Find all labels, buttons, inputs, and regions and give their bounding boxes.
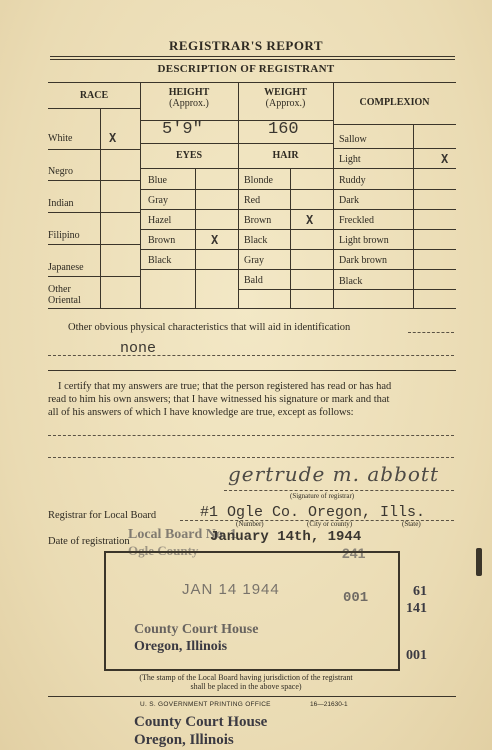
- race-negro: Negro: [48, 166, 73, 177]
- hair-bald: Bald: [244, 275, 263, 286]
- stamp-overlay-county: Ogle County: [128, 543, 199, 558]
- complexion-ruddy: Ruddy: [339, 175, 366, 186]
- eyes-hazel: Hazel: [148, 215, 172, 226]
- weight-value: 160: [268, 120, 299, 139]
- hair-blonde: Blonde: [244, 175, 273, 186]
- certification-line-1: I certify that my answers are true; that the person registered has read or has had: [58, 381, 392, 392]
- stamp-code: 001: [343, 590, 369, 606]
- table-border: [238, 289, 333, 290]
- eyes-blue: Blue: [148, 175, 167, 186]
- race-indian: Indian: [48, 198, 74, 209]
- hair-black: Black: [244, 235, 268, 246]
- race-header: RACE: [79, 90, 109, 101]
- stamp-instructions-2: shall be placed in the above space): [190, 682, 302, 691]
- stamp-date: JAN 14 1944: [182, 581, 280, 598]
- eyes-mark: X: [211, 233, 219, 247]
- table-border: [333, 209, 456, 210]
- table-border: [140, 168, 333, 169]
- caption-city: (City or county): [307, 520, 353, 528]
- complexion-header: COMPLEXION: [359, 97, 430, 108]
- section-title: DESCRIPTION OF REGISTRANT: [157, 63, 335, 75]
- race-filipino: Filipino: [48, 230, 80, 241]
- hair-header: HAIR: [272, 150, 299, 161]
- registrar-signature: gertrude m. abbott: [228, 462, 439, 486]
- right-number-3: 001: [406, 648, 427, 663]
- divider: [48, 370, 456, 371]
- eyes-black: Black: [148, 255, 172, 266]
- table-border: [48, 149, 140, 150]
- hair-red: Red: [244, 195, 261, 206]
- other-characteristics-label: Other obvious physical characteristics that will aid in identification: [68, 322, 351, 333]
- table-border: [140, 189, 333, 190]
- table-border: [333, 269, 456, 270]
- other-characteristics-value: none: [120, 340, 157, 357]
- table-border: [140, 269, 333, 270]
- height-value: 5'9": [162, 120, 203, 139]
- stamp-instructions-1: (The stamp of the Local Board having jurisdiction of the registrant: [139, 673, 353, 682]
- complexion-freckled: Freckled: [339, 215, 374, 226]
- table-border: [140, 249, 333, 250]
- height-header: HEIGHT: [168, 87, 210, 98]
- edge-mark: [476, 548, 482, 576]
- eyes-header: EYES: [175, 150, 203, 161]
- stamp-overlay: Local Board No. 1: [128, 527, 237, 542]
- complexion-dark: Dark: [339, 195, 359, 206]
- divider: [50, 59, 455, 60]
- caption-number: (Number): [236, 520, 264, 528]
- table-border: [333, 168, 456, 169]
- signature-caption: (Signature of registrar): [290, 492, 355, 500]
- table-border: [48, 212, 140, 213]
- table-border: [48, 276, 140, 277]
- right-number-1: 61: [413, 584, 427, 599]
- page-title: REGISTRAR'S REPORT: [168, 38, 324, 53]
- table-border: [48, 108, 140, 109]
- date-label: Date of registration: [48, 536, 130, 547]
- stamp-address-line-2: Oregon, Illinois: [134, 639, 228, 654]
- table-border: [333, 249, 456, 250]
- divider: [50, 56, 455, 57]
- table-border: [140, 143, 333, 144]
- eyes-brown: Brown: [148, 235, 176, 246]
- table-border: [333, 124, 456, 125]
- form-number: 16—21630-1: [310, 701, 348, 708]
- complexion-dark-brown: Dark brown: [339, 255, 388, 266]
- date-value: January 14th, 1944: [210, 529, 362, 545]
- table-border: [333, 229, 456, 230]
- table-border: [333, 148, 456, 149]
- complexion-mark: X: [441, 152, 449, 166]
- complexion-light-brown: Light brown: [339, 235, 389, 246]
- certification-line-2: read to him his own answers; that I have witnessed his signature or mark and that: [48, 394, 390, 405]
- table-border: [333, 289, 456, 290]
- race-japanese: Japanese: [48, 262, 84, 273]
- local-board-value: #1 Ogle Co. Oregon, Ills.: [200, 504, 426, 521]
- race-mark: X: [109, 131, 117, 145]
- table-border: [48, 244, 140, 245]
- table-border: [413, 124, 414, 308]
- table-border: [48, 82, 456, 83]
- fill-line: [48, 355, 454, 356]
- hair-brown: Brown: [244, 215, 272, 226]
- certification-line-3: all of his answers of which I have knowledge are true, except as follows:: [48, 407, 354, 418]
- bottom-stamp-line-2: Oregon, Illinois: [134, 732, 234, 748]
- hair-gray: Gray: [244, 255, 264, 266]
- table-border: [48, 308, 456, 309]
- local-board-label: Registrar for Local Board: [48, 510, 157, 521]
- table-border: [140, 209, 333, 210]
- table-border: [238, 82, 239, 308]
- table-border: [333, 189, 456, 190]
- complexion-sallow: Sallow: [339, 134, 367, 145]
- bottom-stamp-line-1: County Court House: [134, 714, 268, 730]
- race-other: Other: [48, 284, 71, 295]
- right-number-2: 141: [406, 601, 427, 616]
- fill-line: [48, 457, 454, 458]
- fill-line: [224, 490, 454, 491]
- table-border: [48, 180, 140, 181]
- caption-state: (State): [402, 520, 421, 528]
- divider: [48, 696, 456, 697]
- complexion-light: Light: [339, 154, 361, 165]
- table-border: [140, 82, 141, 308]
- weight-subheader: (Approx.): [265, 98, 306, 109]
- stamp-overlay-number: 241: [342, 545, 366, 561]
- eyes-gray: Gray: [148, 195, 168, 206]
- table-border: [333, 82, 334, 308]
- race-white: White: [48, 133, 73, 144]
- hair-mark: X: [306, 213, 314, 227]
- weight-header: WEIGHT: [264, 87, 307, 98]
- fill-line: [408, 332, 454, 333]
- complexion-black: Black: [339, 276, 363, 287]
- table-border: [100, 108, 101, 308]
- race-oriental: Oriental: [48, 295, 81, 306]
- table-border: [140, 229, 333, 230]
- height-subheader: (Approx.): [169, 98, 209, 109]
- printing-office: U. S. GOVERNMENT PRINTING OFFICE: [140, 701, 271, 708]
- fill-line: [48, 435, 454, 436]
- stamp-address-line-1: County Court House: [134, 622, 259, 637]
